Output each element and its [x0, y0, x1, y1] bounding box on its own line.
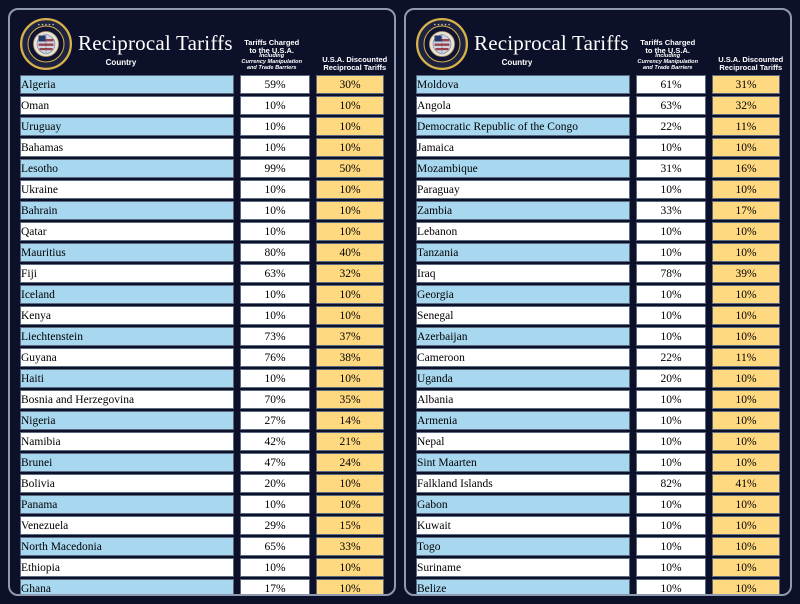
- cell-country: Nepal: [416, 432, 630, 451]
- cell-country: Albania: [416, 390, 630, 409]
- page-title: Reciprocal Tariffs: [78, 30, 233, 55]
- cell-country: Moldova: [416, 75, 630, 94]
- cell-discounted-tariff: 14%: [316, 411, 384, 430]
- cell-country: Lebanon: [416, 222, 630, 241]
- cell-discounted-tariff: 35%: [316, 390, 384, 409]
- cell-country: Falkland Islands: [416, 474, 630, 493]
- table-row: [20, 75, 384, 94]
- table-row: [20, 306, 384, 325]
- table-row: [20, 201, 384, 220]
- table-row: [20, 369, 384, 388]
- cell-country: Armenia: [416, 411, 630, 430]
- table-row: [416, 495, 780, 514]
- table-row: [20, 180, 384, 199]
- header-discounted-line1: U.S.A. Discounted: [322, 54, 388, 64]
- cell-tariffs-charged: 78%: [636, 264, 706, 283]
- cell-discounted-tariff: 10%: [316, 495, 384, 514]
- cell-country: Senegal: [416, 306, 630, 325]
- cell-country: Angola: [416, 96, 630, 115]
- table-row: [20, 453, 384, 472]
- cell-tariffs-charged: 10%: [240, 96, 310, 115]
- cell-tariffs-charged: 10%: [636, 411, 706, 430]
- cell-country: Ghana: [20, 579, 234, 596]
- cell-tariffs-charged: 10%: [636, 390, 706, 409]
- table-row: [416, 138, 780, 157]
- cell-tariffs-charged: 17%: [240, 579, 310, 596]
- cell-country: Mozambique: [416, 159, 630, 178]
- panel-header: [20, 16, 388, 74]
- header-charged-line1: Tariffs Charged: [244, 37, 300, 47]
- cell-discounted-tariff: 10%: [712, 138, 780, 157]
- presidential-seal-icon: [416, 18, 468, 70]
- cell-country: Algeria: [20, 75, 234, 94]
- cell-country: Nigeria: [20, 411, 234, 430]
- table-row: [416, 474, 780, 493]
- cell-country: Liechtenstein: [20, 327, 234, 346]
- table-row: [416, 180, 780, 199]
- cell-tariffs-charged: 10%: [636, 138, 706, 157]
- header-discounted-line2: Reciprocal Tariffs: [719, 62, 783, 72]
- cell-tariffs-charged: 31%: [636, 159, 706, 178]
- tariff-table-right: [416, 73, 780, 596]
- cell-country: Bahrain: [20, 201, 234, 220]
- table-row: [20, 390, 384, 409]
- table-row: [416, 75, 780, 94]
- cell-tariffs-charged: 10%: [636, 306, 706, 325]
- cell-tariffs-charged: 76%: [240, 348, 310, 367]
- cell-tariffs-charged: 10%: [636, 327, 706, 346]
- cell-discounted-tariff: 10%: [316, 306, 384, 325]
- cell-country: Bolivia: [20, 474, 234, 493]
- cell-tariffs-charged: 70%: [240, 390, 310, 409]
- cell-discounted-tariff: 50%: [316, 159, 384, 178]
- cell-tariffs-charged: 10%: [240, 180, 310, 199]
- cell-country: Sint Maarten: [416, 453, 630, 472]
- cell-tariffs-charged: 10%: [636, 516, 706, 535]
- cell-discounted-tariff: 10%: [316, 138, 384, 157]
- table-row: [416, 264, 780, 283]
- cell-discounted-tariff: 17%: [712, 201, 780, 220]
- cell-tariffs-charged: 10%: [240, 495, 310, 514]
- cell-country: Azerbaijan: [416, 327, 630, 346]
- header-tariffs-charged: [629, 39, 707, 72]
- cell-tariffs-charged: 20%: [636, 369, 706, 388]
- header-country: Country: [105, 58, 137, 67]
- cell-country: Suriname: [416, 558, 630, 577]
- cell-country: Tanzania: [416, 243, 630, 262]
- cell-tariffs-charged: 63%: [240, 264, 310, 283]
- header-country: Country: [501, 58, 533, 67]
- header-charged-line4: Currency Manipulation: [241, 59, 303, 66]
- cell-country: Togo: [416, 537, 630, 556]
- cell-discounted-tariff: 39%: [712, 264, 780, 283]
- cell-country: Guyana: [20, 348, 234, 367]
- cell-discounted-tariff: 10%: [712, 411, 780, 430]
- table-row: [20, 285, 384, 304]
- cell-tariffs-charged: 42%: [240, 432, 310, 451]
- cell-tariffs-charged: 27%: [240, 411, 310, 430]
- cell-tariffs-charged: 22%: [636, 348, 706, 367]
- presidential-seal-icon: [20, 18, 72, 70]
- cell-country: Bahamas: [20, 138, 234, 157]
- cell-tariffs-charged: 10%: [636, 537, 706, 556]
- table-row: [416, 159, 780, 178]
- cell-discounted-tariff: 10%: [712, 453, 780, 472]
- cell-discounted-tariff: 10%: [316, 96, 384, 115]
- cell-country: Ethiopia: [20, 558, 234, 577]
- cell-discounted-tariff: 10%: [712, 558, 780, 577]
- cell-discounted-tariff: 31%: [712, 75, 780, 94]
- table-row: [20, 474, 384, 493]
- table-row: [20, 579, 384, 596]
- cell-tariffs-charged: 73%: [240, 327, 310, 346]
- cell-discounted-tariff: 37%: [316, 327, 384, 346]
- cell-tariffs-charged: 10%: [636, 285, 706, 304]
- cell-tariffs-charged: 10%: [636, 243, 706, 262]
- cell-discounted-tariff: 32%: [316, 264, 384, 283]
- cell-tariffs-charged: 10%: [240, 369, 310, 388]
- cell-tariffs-charged: 65%: [240, 537, 310, 556]
- table-row: [20, 348, 384, 367]
- table-row: [20, 96, 384, 115]
- table-row: [416, 369, 780, 388]
- table-row: [20, 537, 384, 556]
- table-row: [20, 159, 384, 178]
- cell-country: Cameroon: [416, 348, 630, 367]
- header-charged-line4: Currency Manipulation: [637, 59, 699, 66]
- cell-country: Haiti: [20, 369, 234, 388]
- table-row: [416, 579, 780, 596]
- cell-discounted-tariff: 10%: [712, 306, 780, 325]
- cell-country: Panama: [20, 495, 234, 514]
- table-row: [416, 558, 780, 577]
- cell-country: Zambia: [416, 201, 630, 220]
- cell-country: Democratic Republic of the Congo: [416, 117, 630, 136]
- cell-country: Ukraine: [20, 180, 234, 199]
- panel-header: [416, 16, 784, 74]
- cell-tariffs-charged: 99%: [240, 159, 310, 178]
- table-row: [20, 411, 384, 430]
- cell-discounted-tariff: 10%: [712, 180, 780, 199]
- table-row: [20, 516, 384, 535]
- table-row: [416, 285, 780, 304]
- cell-discounted-tariff: 10%: [712, 243, 780, 262]
- cell-discounted-tariff: 40%: [316, 243, 384, 262]
- cell-country: Kenya: [20, 306, 234, 325]
- tariff-panel-left: [8, 8, 396, 596]
- table-row: [416, 390, 780, 409]
- header-discounted-line2: Reciprocal Tariffs: [323, 62, 387, 72]
- table-row: [20, 432, 384, 451]
- cell-tariffs-charged: 63%: [636, 96, 706, 115]
- panel-title-wrap: [468, 16, 629, 70]
- cell-country: Belize: [416, 579, 630, 596]
- header-charged-line3: Including: [259, 53, 285, 60]
- cell-country: Mauritius: [20, 243, 234, 262]
- cell-discounted-tariff: 10%: [712, 579, 780, 596]
- cell-discounted-tariff: 10%: [316, 117, 384, 136]
- page-title: Reciprocal Tariffs: [474, 30, 629, 55]
- cell-discounted-tariff: 11%: [712, 117, 780, 136]
- cell-discounted-tariff: 11%: [712, 348, 780, 367]
- table-row: [416, 96, 780, 115]
- table-row: [416, 537, 780, 556]
- cell-tariffs-charged: 10%: [240, 285, 310, 304]
- cell-country: Georgia: [416, 285, 630, 304]
- cell-discounted-tariff: 32%: [712, 96, 780, 115]
- cell-tariffs-charged: 82%: [636, 474, 706, 493]
- table-row: [416, 348, 780, 367]
- table-row: [20, 558, 384, 577]
- table-row: [416, 411, 780, 430]
- cell-tariffs-charged: 10%: [240, 117, 310, 136]
- cell-tariffs-charged: 59%: [240, 75, 310, 94]
- cell-country: Qatar: [20, 222, 234, 241]
- cell-tariffs-charged: 10%: [636, 495, 706, 514]
- cell-country: Jamaica: [416, 138, 630, 157]
- cell-country: Uganda: [416, 369, 630, 388]
- cell-tariffs-charged: 33%: [636, 201, 706, 220]
- cell-discounted-tariff: 10%: [712, 537, 780, 556]
- cell-tariffs-charged: 29%: [240, 516, 310, 535]
- cell-country: Iraq: [416, 264, 630, 283]
- cell-country: North Macedonia: [20, 537, 234, 556]
- cell-discounted-tariff: 10%: [712, 495, 780, 514]
- cell-country: Brunei: [20, 453, 234, 472]
- cell-discounted-tariff: 10%: [316, 579, 384, 596]
- table-row: [416, 222, 780, 241]
- cell-discounted-tariff: 10%: [712, 327, 780, 346]
- cell-tariffs-charged: 10%: [636, 180, 706, 199]
- cell-tariffs-charged: 10%: [240, 558, 310, 577]
- cell-country: Lesotho: [20, 159, 234, 178]
- cell-discounted-tariff: 10%: [316, 180, 384, 199]
- cell-country: Oman: [20, 96, 234, 115]
- tariff-panel-right: [404, 8, 792, 596]
- cell-tariffs-charged: 10%: [240, 138, 310, 157]
- tariff-table-body-right: [416, 75, 780, 596]
- table-row: [416, 117, 780, 136]
- cell-tariffs-charged: 10%: [636, 558, 706, 577]
- header-charged-line2: to the U.S.A.: [645, 45, 691, 55]
- cell-discounted-tariff: 38%: [316, 348, 384, 367]
- cell-discounted-tariff: 24%: [316, 453, 384, 472]
- header-charged-line3: Including: [655, 53, 681, 60]
- table-row: [20, 495, 384, 514]
- cell-country: Uruguay: [20, 117, 234, 136]
- header-charged-line2: to the U.S.A.: [249, 45, 295, 55]
- cell-tariffs-charged: 61%: [636, 75, 706, 94]
- svg-text:★ ★ ★ ★ ★: ★ ★ ★ ★ ★: [433, 22, 451, 27]
- cell-discounted-tariff: 30%: [316, 75, 384, 94]
- tariff-table-left: [20, 73, 384, 596]
- cell-discounted-tariff: 10%: [712, 222, 780, 241]
- cell-country: Venezuela: [20, 516, 234, 535]
- table-row: [20, 138, 384, 157]
- header-charged-line5: and Trade Barriers: [246, 65, 297, 72]
- header-charged-line1: Tariffs Charged: [640, 37, 696, 47]
- cell-country: Fiji: [20, 264, 234, 283]
- cell-discounted-tariff: 10%: [316, 222, 384, 241]
- table-row: [416, 327, 780, 346]
- cell-discounted-tariff: 10%: [712, 432, 780, 451]
- cell-discounted-tariff: 16%: [712, 159, 780, 178]
- cell-discounted-tariff: 10%: [316, 369, 384, 388]
- header-discounted-tariffs: [711, 56, 791, 73]
- cell-country: Gabon: [416, 495, 630, 514]
- header-charged-line5: and Trade Barriers: [642, 65, 693, 72]
- table-row: [416, 243, 780, 262]
- cell-discounted-tariff: 10%: [316, 285, 384, 304]
- cell-discounted-tariff: 33%: [316, 537, 384, 556]
- cell-tariffs-charged: 10%: [240, 201, 310, 220]
- table-row: [20, 222, 384, 241]
- cell-tariffs-charged: 80%: [240, 243, 310, 262]
- cell-discounted-tariff: 10%: [712, 516, 780, 535]
- cell-discounted-tariff: 41%: [712, 474, 780, 493]
- cell-tariffs-charged: 10%: [636, 432, 706, 451]
- table-row: [416, 516, 780, 535]
- cell-country: Paraguay: [416, 180, 630, 199]
- cell-discounted-tariff: 10%: [316, 201, 384, 220]
- cell-tariffs-charged: 10%: [240, 306, 310, 325]
- table-row: [416, 306, 780, 325]
- table-row: [20, 327, 384, 346]
- cell-discounted-tariff: 15%: [316, 516, 384, 535]
- cell-discounted-tariff: 10%: [712, 369, 780, 388]
- table-row: [416, 432, 780, 451]
- header-discounted-line1: U.S.A. Discounted: [718, 54, 784, 64]
- tariff-table-body-left: [20, 75, 384, 596]
- cell-tariffs-charged: 10%: [636, 453, 706, 472]
- cell-country: Kuwait: [416, 516, 630, 535]
- table-row: [20, 117, 384, 136]
- cell-country: Namibia: [20, 432, 234, 451]
- table-row: [20, 264, 384, 283]
- cell-discounted-tariff: 21%: [316, 432, 384, 451]
- cell-tariffs-charged: 10%: [240, 222, 310, 241]
- column-headers: [629, 16, 791, 74]
- cell-tariffs-charged: 22%: [636, 117, 706, 136]
- cell-tariffs-charged: 10%: [636, 222, 706, 241]
- svg-text:★ ★ ★ ★ ★: ★ ★ ★ ★ ★: [37, 22, 55, 27]
- cell-tariffs-charged: 47%: [240, 453, 310, 472]
- header-tariffs-charged: [233, 39, 311, 72]
- cell-discounted-tariff: 10%: [712, 285, 780, 304]
- table-row: [416, 201, 780, 220]
- cell-country: Iceland: [20, 285, 234, 304]
- header-discounted-tariffs: [315, 56, 395, 73]
- cell-discounted-tariff: 10%: [712, 390, 780, 409]
- table-row: [20, 243, 384, 262]
- panel-title-wrap: [72, 16, 233, 70]
- table-row: [416, 453, 780, 472]
- cell-discounted-tariff: 10%: [316, 474, 384, 493]
- cell-tariffs-charged: 10%: [636, 579, 706, 596]
- cell-country: Bosnia and Herzegovina: [20, 390, 234, 409]
- cell-discounted-tariff: 10%: [316, 558, 384, 577]
- column-headers: [233, 16, 395, 74]
- cell-tariffs-charged: 20%: [240, 474, 310, 493]
